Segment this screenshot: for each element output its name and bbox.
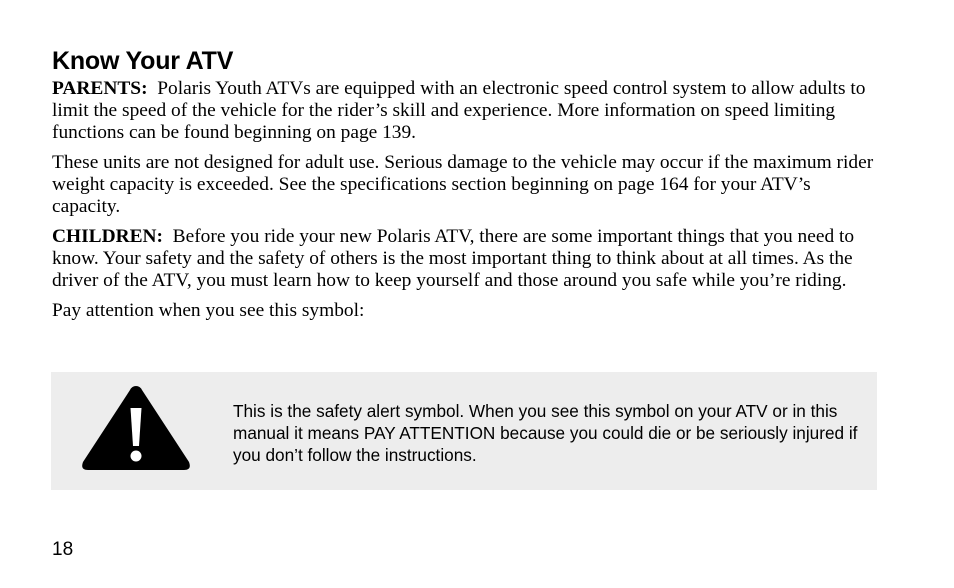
parents-label: PARENTS: [52, 78, 148, 99]
page-content [52, 44, 878, 330]
safety-alert-text: This is the safety alert symbol. When you see this symbol on your ATV or in this manual it means PAY ATTENTION because you could die or be seriously injured if you don’t follow the instructions. [233, 401, 858, 465]
page-title: Know Your ATV [52, 47, 234, 75]
adult-use-paragraph: These units are not designed for adult use. Serious damage to the vehicle may occur if the maximum rider weight capacity is exceeded. See the specifications section beginning on page 164 for your ATV’s capacity. [52, 152, 874, 217]
children-paragraph [52, 226, 878, 292]
parents-paragraph [52, 78, 878, 144]
symbol-intro-paragraph: Pay attention when you see this symbol: [52, 300, 365, 321]
children-label: CHILDREN: [52, 226, 163, 247]
parents-text: Polaris Youth ATVs are equipped with an electronic speed control system to allow adults to limit the speed of the vehicle for the rider’s skill and experience. More information on speed limiting functions can be found beginning on page 139. [52, 78, 866, 143]
warning-triangle-icon [80, 384, 192, 472]
page-number: 18 [52, 539, 74, 560]
safety-alert-box [51, 372, 877, 490]
children-text: Before you ride your new Polaris ATV, there are some important things that you need to know. Your safety and the safety of others is the most important thing to think about at all times. As the driver of the ATV, you must learn how to keep yourself and those around you safe while you’re riding. [52, 226, 855, 291]
